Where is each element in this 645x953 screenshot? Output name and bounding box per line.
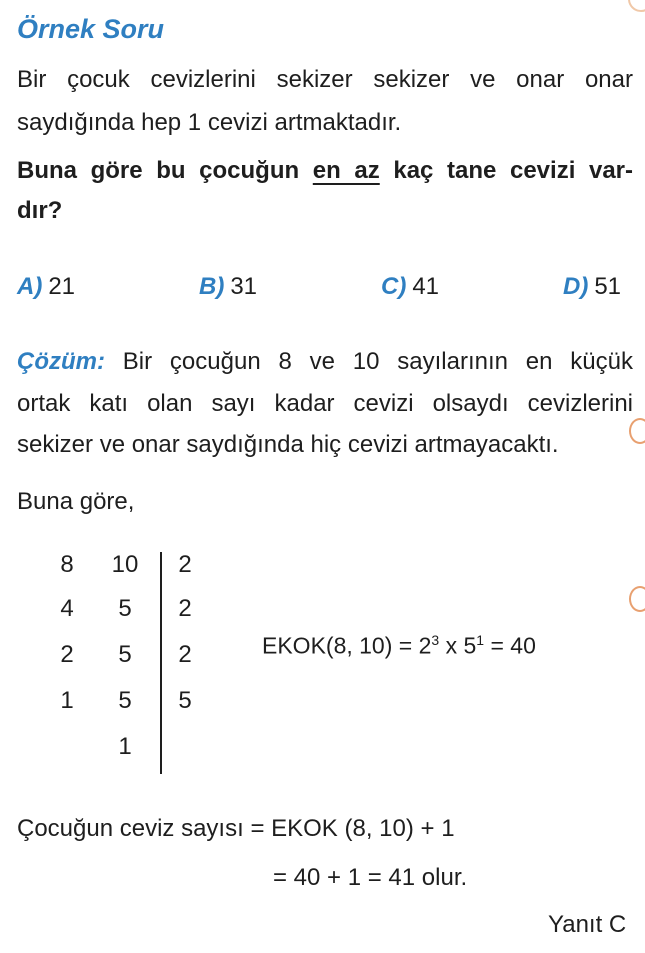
result-line-1: Çocuğun ceviz sayısı = EKOK (8, 10) + 1: [17, 815, 455, 842]
division-cell: 8: [60, 551, 74, 578]
division-cell: 2: [60, 641, 74, 668]
option-b-value: 31: [230, 273, 258, 300]
question-bold-line-1: [17, 153, 633, 188]
question-bold-line-2: dır?: [17, 197, 63, 224]
division-cell: 1: [60, 687, 74, 714]
solution-line-1: [17, 344, 633, 379]
ekok-equation: [262, 632, 536, 660]
option-a-value: 21: [48, 273, 76, 300]
option-b-letter: B): [199, 273, 225, 300]
example-title: Örnek Soru: [17, 14, 165, 44]
solution-line-3: sekizer ve onar saydığında hiç cevizi artmayacaktı.: [17, 431, 559, 458]
buna-gore: Buna göre,: [17, 488, 135, 515]
option-d-letter: D): [563, 273, 589, 300]
option-b: [199, 273, 257, 301]
question-line-2: saydığında hep 1 cevizi artmaktadır.: [17, 109, 402, 136]
question-bold-post: kaç tane cevizi var-: [379, 157, 633, 184]
division-cell: 5: [118, 641, 132, 668]
answer-label: Yanıt C: [548, 911, 627, 938]
ekok-mid: x 5: [439, 632, 477, 659]
ekok-exp-2: 1: [476, 632, 485, 648]
option-c-value: 41: [412, 273, 440, 300]
ring-decoration-icon: [628, 0, 645, 12]
division-cell: 5: [118, 687, 132, 714]
result-line-2: = 40 + 1 = 41 olur.: [273, 864, 468, 891]
division-divisor: 5: [178, 687, 192, 714]
division-divisor: 2: [178, 551, 192, 578]
ring-decoration-icon: [629, 586, 645, 612]
solution-label: Çözüm:: [17, 348, 105, 375]
division-line: [160, 552, 162, 774]
option-a: [17, 273, 75, 301]
solution-line-2: ortak katı olan sayı kadar cevizi olsaydı cevizlerini: [17, 390, 633, 417]
option-d: [563, 273, 621, 301]
ring-decoration-icon: [629, 418, 645, 444]
division-cell: 10: [111, 551, 139, 578]
question-bold-pre: Buna göre bu çocuğun: [17, 157, 313, 184]
option-a-letter: A): [17, 273, 43, 300]
option-c-letter: C): [381, 273, 407, 300]
division-cell: 4: [60, 595, 74, 622]
ekok-post: = 40: [484, 632, 536, 659]
division-cell: 5: [118, 595, 132, 622]
option-d-value: 51: [594, 273, 622, 300]
question-line-1: Bir çocuk cevizlerini sekizer sekizer ve onar onar: [17, 66, 633, 93]
solution-line-1-text: Bir çocuğun 8 ve 10 sayılarının en küçük: [104, 348, 633, 375]
division-divisor: 2: [178, 595, 192, 622]
ekok-pre: EKOK(8, 10) = 2: [262, 632, 432, 659]
division-divisor: 2: [178, 641, 192, 668]
question-underlined: en az: [312, 157, 380, 184]
option-c: [381, 273, 439, 301]
ekok-exp-1: 3: [431, 632, 440, 648]
division-cell: 1: [118, 733, 132, 760]
